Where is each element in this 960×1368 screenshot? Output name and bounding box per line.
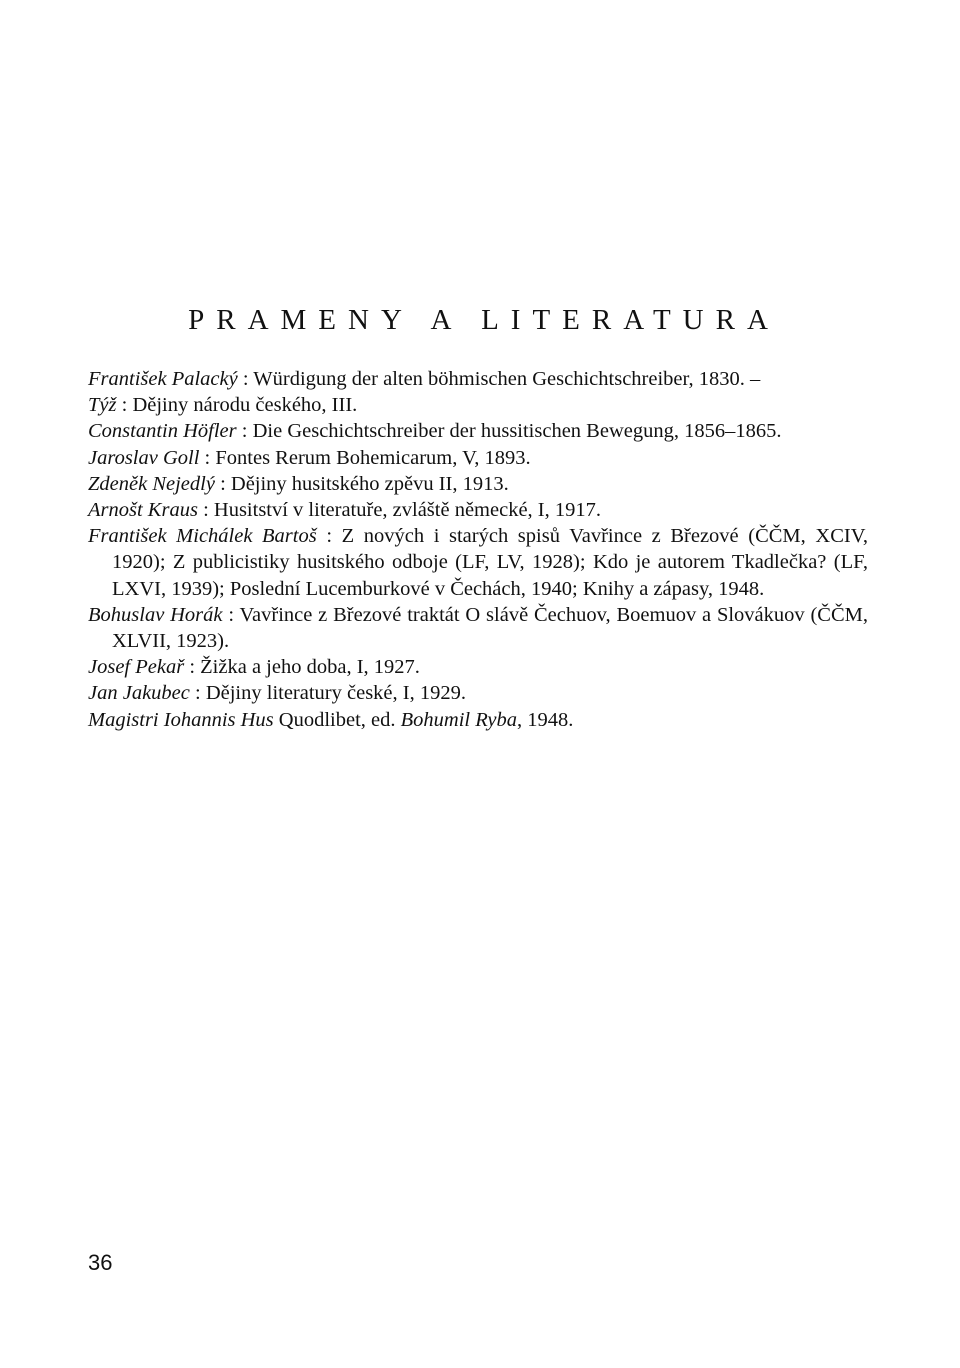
entry-separator: : [199,446,216,469]
entry-author: Josef Pekař [88,656,185,679]
entry-separator: : [236,420,253,443]
entry-text: , 1948. [516,708,574,731]
entry-text: Dějiny národu českého, III. [132,394,358,417]
entry-text: Die Geschichtschreiber der hussitischen Bewegung, 1856–1865. [252,420,782,443]
bibliography-entry [88,497,868,523]
bibliography-entry [88,523,868,602]
entry-text: Vavřince z Březové traktát O slávě Čechuov, Boemuov a Slovákuov (ČČM, XLVII, 1923). [112,603,868,653]
entry-separator: : [222,603,240,626]
entry-author: Jaroslav Goll [88,446,200,469]
entry-author: Constantin Höfler [88,420,237,443]
entry-author: František Palacký [88,368,238,390]
entry-author: Arnošt Kraus [88,499,198,522]
entry-text: Husitství v literatuře, zvláště německé, I, 1917. [213,499,601,522]
section-heading: PRAMENY A LITERATURA [188,304,780,336]
bibliography-entry [88,680,868,706]
bibliography-entry [88,418,868,444]
bibliography-entry [88,654,868,680]
entry-text: Žižka a jeho doba, I, 1927. [200,656,420,679]
entry-text: Z nových i starých spisů Vavřince z Březové (ČČM, XCIV, 1920); Z publicistiky husitského odboje (LF, LV, 1928); Kdo je autorem Tkadlečka? (LF, LXVI, 1939); Poslední Lucemburkové v Čechách, 1940; Knihy a zápasy, 1948. [112,525,868,600]
bibliography-entry [88,707,868,733]
bibliography-entry [88,471,868,497]
entry-title: Magistri Iohannis Hus [88,708,274,731]
bibliography-list [88,366,868,733]
entry-text: Quodlibet, ed. [273,708,401,731]
entry-author: Bohuslav Horák [88,603,223,626]
entry-separator: : [214,472,231,495]
entry-separator: : [237,368,254,390]
entry-author: Zdeněk Nejedlý [88,472,215,495]
entry-author: Týž [88,394,117,417]
entry-separator: : [189,682,206,705]
entry-author: Jan Jakubec [88,682,190,705]
bibliography-entry [88,366,868,392]
bibliography-entry [88,602,868,654]
entry-text: Würdigung der alten böhmischen Geschichtschreiber, 1830. – [253,368,761,390]
bibliography-entry [88,392,868,418]
page-number: 36 [88,1250,113,1275]
entry-text: Fontes Rerum Bohemicarum, V, 1893. [215,446,531,469]
entry-separator: : [184,656,201,679]
entry-separator: : [316,525,342,548]
entry-separator: : [116,394,133,417]
entry-text: Dějiny literatury české, I, 1929. [205,682,466,705]
bibliography-entry [88,445,868,471]
entry-editor: Bohumil Ryba [400,708,517,731]
entry-separator: : [197,499,214,522]
entry-author: František Michálek Bartoš [88,525,317,548]
entry-text: Dějiny husitského zpěvu II, 1913. [230,472,509,495]
